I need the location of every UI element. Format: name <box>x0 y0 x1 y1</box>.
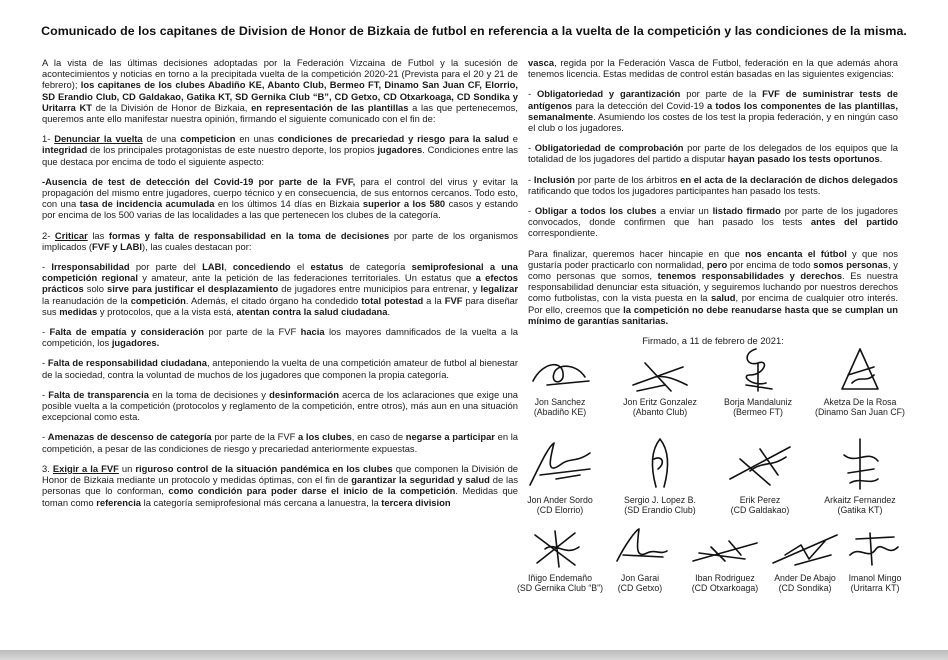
signatory-club: (Abanto Club) <box>632 407 688 418</box>
left-column <box>42 57 518 517</box>
handwritten-signature <box>630 435 690 493</box>
handwritten-signature <box>525 525 595 571</box>
handwritten-signature <box>685 525 765 571</box>
signatory-name: Jon Ander Sordo <box>527 495 593 505</box>
page-shadow <box>0 650 948 660</box>
point-3-paragraph: 3. Exigir a la FVF un riguroso control de la situación pandémica en los clubes que componen la División de Honor de Bizkaia mediante un protocolo y medidas óptimas, con el fin de garantizar la seguridad y salud de las personas que lo conforman, como condición para poder darse el inicio de la competición. Medidas que toman como referencia la categoría semiprofesional más cercana a lanuestra, la tercera division <box>42 462 519 508</box>
signatory <box>810 345 910 418</box>
signatory-club: (Abadiño KE) <box>533 407 587 418</box>
handwritten-signature <box>728 345 788 395</box>
document-title: Comunicado de los capitanes de Division de Honor de Bizkaia de futbol en referencia a la vuelta de la competición y las condiciones de la misma. <box>41 24 907 38</box>
referee-paragraph: - Inclusión por parte de los árbitros en el acta de la declaración de dichos delegados ratificando que todos los jugadores participantes han pasado los tests. <box>528 173 898 196</box>
point-2-paragraph: 2- Criticar las formas y falta de responsabilidad en la toma de decisiones por parte de los organismos implicados (FVF y LABI), las cuales destacan por: <box>42 229 518 252</box>
antigen-tests-paragraph: - Obligatoriedad y garantización por parte de la FVF de suministrar tests de antígenos para la detección del Covid-19 a todos los componentes de las plantillas, semanalmente. Asumiendo los costes de los test la propia federación, y en ningún caso el club o los jugadores. <box>528 88 898 134</box>
handwritten-signature <box>840 525 910 571</box>
intro-paragraph: A la vista de las últimas decisiones adoptadas por la Federación Vizcaina de Futbol y la sucesión de acontecimientos y noticias en torno a la precipitada vuelta de la competición 2020-21 (Prevista para el 20 y 21 de febrero); los capitanes de los clubes Abadiño KE, Abanto Club, Bermeo FT, Dinamo San Juan CF, Elorrio, SD Erandio Club, CD Galdakao, Gatika KT, SD Gernika Club “B”, CD Getxo, CD Otxarkoaga, CD Sondika y Uritarra KT de la División de Honor de Bizkaia, en representación de las plantillas a las que pertenecemos, queremos ante ello manifestar nuestra opinión, firmando el siguiente comunicado con el fin de: <box>42 57 518 125</box>
signatory-name: Borja Mandaluniz <box>724 397 792 407</box>
signatory-name: Jon Sanchez <box>534 397 586 407</box>
signatory <box>825 525 925 594</box>
point-1-paragraph: 1- Denunciar la vuelta de una competicion en unas condiciones de precariedad y riesgo para la salud e integridad de los principales protagonistas de este nuestro deporte, los propios jugadores. Condiciones entre las que destaca por encima de todo el siguiente aspecto: <box>42 133 518 167</box>
signatory <box>510 355 610 418</box>
signatory-name: Erik Perez <box>739 495 781 505</box>
signatory-club: (Dinamo San Juan CF) <box>815 407 905 418</box>
signatory-club: (CD Getxo) <box>617 583 663 594</box>
signatory-club: (CD Galdakao) <box>730 505 790 516</box>
signatory <box>710 435 810 516</box>
signatory-name: Ander De Abajo <box>774 573 836 583</box>
signatory-club: (Gatika KT) <box>837 505 883 516</box>
right-column <box>528 57 898 346</box>
signatory-name: Jon Garai <box>620 573 660 583</box>
signatures-block <box>510 345 920 645</box>
verification-paragraph: - Obligatoriedad de comprobación por parte de los delegados de los equipos que la totalidad de los jugadores del partido a disputar hayan pasado los tests oportunos. <box>528 142 898 165</box>
labi-paragraph: - Irresponsabilidad por parte del LABI, concediendo el estatus de categoría semiprofesional a una competición regional y amateur, ante la petición de las federaciones territoriales. Un estatus que a efectos prácticos solo sirve para justificar el desplazamiento de jugadores entre municipios para entrenar, y legalizar la reanudación de la competición. Además, el citado órgano ha condedido total potestad a la FVF para diseñar sus medidas y protocolos, que a la vista está, atentan contra la salud ciudadana. <box>42 261 518 317</box>
signatory-name: Arkaitz Fernandez <box>824 495 896 505</box>
signatory-club: (SD Erandio Club) <box>624 505 696 516</box>
signatory <box>610 355 710 418</box>
handwritten-signature <box>720 435 800 493</box>
signatory-name: Iban Rodriguez <box>695 573 755 583</box>
signatory-club: (CD Sondika) <box>778 583 832 594</box>
handwritten-signature <box>605 525 675 571</box>
responsibility-paragraph: - Falta de responsabilidad ciudadana, anteponiendo la vuelta de una competición amateur de futbol al bienestar de la sociedad, contra la voluntad de muchos de los jugadores que componen la propia categoría. <box>42 357 518 380</box>
signatory-name: Sergio J. Lopez B. <box>624 495 696 505</box>
signatory <box>610 435 710 516</box>
signatory-club: (SD Gernika Club “B”) <box>516 583 604 594</box>
signatory-name: Jon Eritz Gonzalez <box>623 397 697 407</box>
signature-date: Firmado, a 11 de febrero de 2021: <box>642 335 784 347</box>
signatory-name: Iñigo Endemaño <box>527 573 593 583</box>
signatory-name: Aketza De la Rosa <box>823 397 897 407</box>
transparency-paragraph: - Falta de transparencia en la toma de decisiones y desinformación acerca de los aclaraciones que exige una posible vuelta a la competición (protocolos y reglamento de la competición, entre otros), más aun en una situación excepcional como esta. <box>42 388 518 423</box>
closing-paragraph: Para finalizar, queremos hacer hincapie en que nos encanta el fútbol y que nos gustaría poder practicarlo con normalidad, pero por encima de todo somos personas, y como personas que somos, tenemos responsabilidades y derechos. Es nuestra responsabilidad denunciar esta situación, y seguiremos luchando por nuestros derechos como futbolistas, con la vista puesta en la salud, por encima de cualquier otro interés. Por ello, creemos que la competición no debe reanudarse hasta que se cumplan un mínimo de garantías sanitarias. <box>528 247 899 326</box>
handwritten-signature <box>520 435 600 493</box>
signatory <box>510 435 610 516</box>
covid-test-paragraph: -Ausencia de test de detección del Covid-19 por parte de la FVF, para el control del virus y evitar la propagación del mismo entre jugadores, cuerpo técnico y en consecuencia, de sus entornos cercanos. Todo esto, con una tasa de incidencia acumulada en los últimos 14 días en Bizkaia superior a los 580 casos y estando por encima de los 500 varias de las localidades a las que pertenecen los clubes de la categoría. <box>42 175 518 221</box>
threats-paragraph: - Amenazas de descenso de categoría por parte de la FVF a los clubes, en caso de negarse a participar en la competición, a pesar de las condiciones de riesgo y precariedad anteriormente expuestas. <box>42 431 519 454</box>
signatory-club: (CD Otxarkoaga) <box>691 583 759 594</box>
handwritten-signature <box>830 345 890 395</box>
empathy-paragraph: - Falta de empatía y consideración por parte de la FVF hacia los mayores damnificados de la vuelta a la competición, los jugadores. <box>42 326 518 349</box>
signatory-club: (CD Elorrio) <box>536 505 584 516</box>
signatory <box>810 435 910 516</box>
handwritten-signature <box>625 355 695 395</box>
handwritten-signature <box>830 435 890 493</box>
signatory <box>708 345 808 418</box>
handwritten-signature <box>525 355 595 395</box>
signatory-name: Imanol Mingo <box>848 573 902 583</box>
signatory-club: (Bermeo FT) <box>733 407 783 418</box>
signatory-club: (Uritarra KT) <box>850 583 900 594</box>
signed-list-paragraph: - Obligar a todos los clubes a enviar un listado firmado por parte de los jugadores convocados, donde confirmen que han pasado los tests antes del partido correspondiente. <box>528 205 899 239</box>
continuation-paragraph: vasca, regida por la Federación Vasca de Futbol, federación en la que además ahora tenemos licencia. Estas medidas de control están basadas en las siguientes exigencias: <box>528 57 898 80</box>
